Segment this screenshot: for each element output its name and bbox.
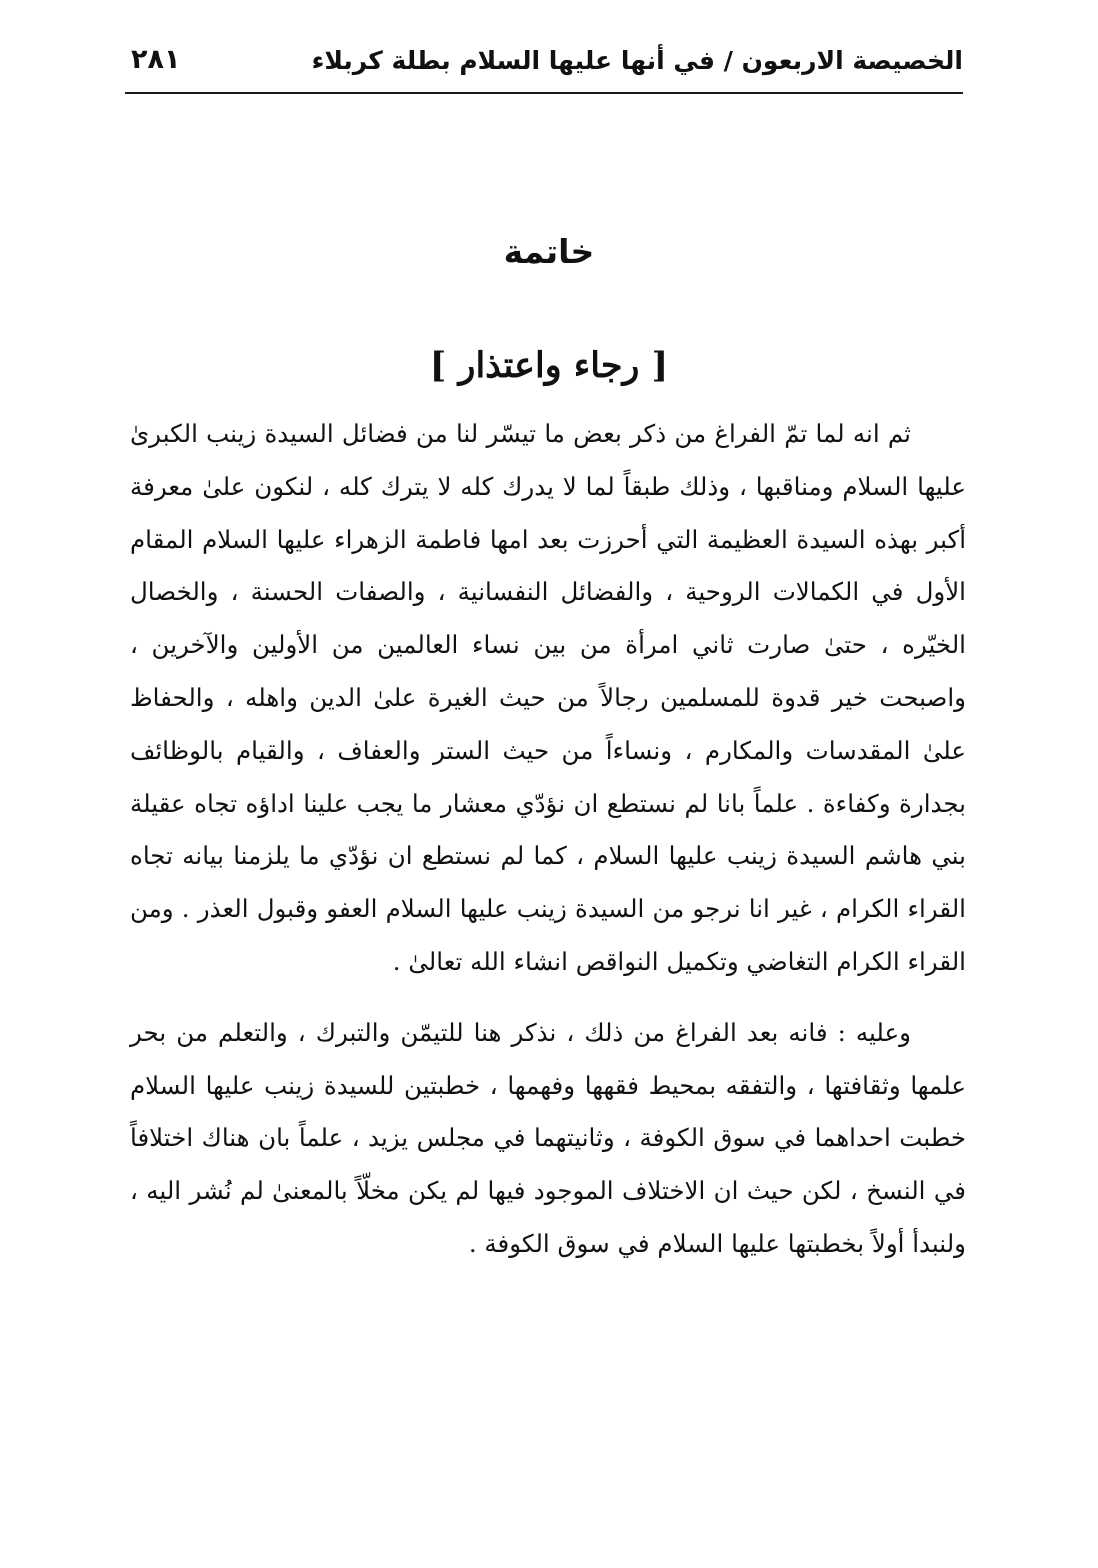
running-header — [125, 40, 963, 94]
body-text — [130, 408, 966, 1271]
page-number: ٢٨١ — [131, 44, 181, 75]
section-title: [ رجاء واعتذار ] — [429, 345, 669, 386]
header-title: الخصيصة الاربعون / في أنها عليها السلام بطلة كربلاء — [311, 46, 963, 75]
chapter-title: خاتمة — [503, 232, 595, 271]
paragraph-2: وعليه : فانه بعد الفراغ من ذلك ، نذكر هنا للتيمّن والتبرك ، والتعلم من بحر علمها وثقافتها ، والتفقه بمحيط فقهها وفهمها ، خطبتين للسيدة زينب عليها السلام خطبت احداهما في سوق الكوفة ، وثانيتهما في مجلس يزيد ، علماً بان هناك اختلافاً في النسخ ، لكن حيث ان الاختلاف الموجود فيها لم يكن مخلّاً بالمعنىٰ لم نُشر اليه ، ولنبدأ أولاً بخطبتها عليها السلام في سوق الكوفة . — [130, 1017, 966, 1258]
paragraph-1: ثم انه لما تمّ الفراغ من ذكر بعض ما تيسّر لنا من فضائل السيدة زينب الكبرىٰ عليها السلام ومناقبها ، وذلك طبقاً لما لا يدرك كله لا يترك كله ، لنكون علىٰ معرفة أكبر بهذه السيدة العظيمة التي أحرزت بعد امها فاطمة الزهراء عليها السلام المقام الأول في الكمالات الروحية ، والفضائل النفسانية ، والصفات الحسنة ، والخصال الخيّره ، حتىٰ صارت ثاني امرأة من بين نساء العالمين من الأولين والآخرين ، واصبحت خير قدوة للمسلمين رجالاً من حيث الغيرة علىٰ الدين واهله ، والحفاظ علىٰ المقدسات والمكارم ، ونساءاً من حيث الستر والعفاف ، والقيام بالوظائف بجدارة وكفاءة . علماً بانا لم نستطع ان نؤدّي معشار ما يجب علينا اداؤه تجاه عقيلة بني هاشم السيدة زينب عليها السلام ، كما لم نستطع ان نؤدّي ما يلزمنا بيانه تجاه القراء الكرام ، غير انا نرجو من السيدة زينب عليها السلام العفو وقبول العذر . ومن القراء الكرام التغاضي وتكميل النواقص انشاء الله تعالىٰ . — [130, 419, 966, 976]
